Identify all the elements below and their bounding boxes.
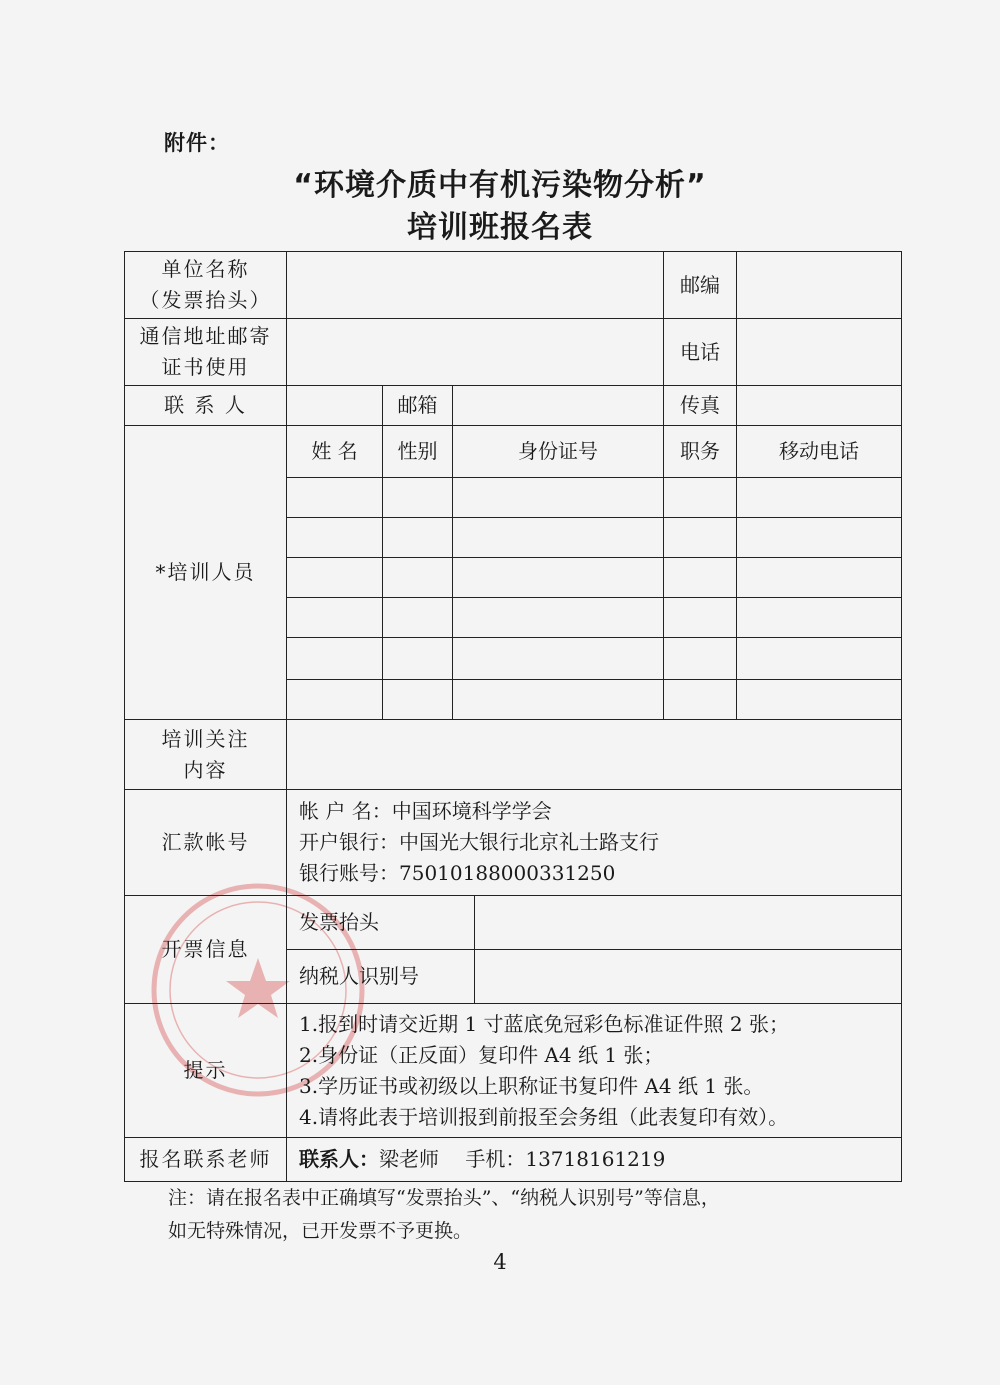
trainee-id-cell[interactable] bbox=[453, 478, 664, 518]
unit-name-label: 单位名称 （发票抬头） bbox=[125, 252, 287, 319]
table-row bbox=[125, 790, 902, 896]
trainee-mobile-cell[interactable] bbox=[737, 478, 902, 518]
trainee-name-cell[interactable] bbox=[287, 558, 383, 598]
trainee-name-cell[interactable] bbox=[287, 478, 383, 518]
invoice-title-field[interactable] bbox=[475, 896, 902, 950]
address-field[interactable] bbox=[287, 319, 664, 386]
header-gender: 性别 bbox=[383, 426, 453, 478]
footnote-line: 如无特殊情况，已开发票不予更换。 bbox=[168, 1220, 473, 1243]
tips-cell bbox=[287, 1004, 902, 1138]
trainee-id-cell[interactable] bbox=[453, 598, 664, 638]
trainee-position-cell[interactable] bbox=[664, 680, 737, 720]
trainee-name-cell[interactable] bbox=[287, 598, 383, 638]
header-mobile: 移动电话 bbox=[737, 426, 902, 478]
footnote bbox=[168, 1182, 908, 1249]
table-row bbox=[125, 319, 902, 386]
page-title: “环境介质中有机污染物分析” bbox=[293, 168, 707, 203]
trainee-id-cell[interactable] bbox=[453, 680, 664, 720]
phone-field[interactable] bbox=[737, 319, 902, 386]
tax-id-field[interactable] bbox=[475, 950, 902, 1004]
trainee-name-cell[interactable] bbox=[287, 680, 383, 720]
bank-account-label: 汇款帐号 bbox=[125, 790, 287, 896]
bank-name: 开户银行：中国光大银行北京礼士路支行 bbox=[299, 830, 659, 854]
contact-detail: 梁老师 手机：13718161219 bbox=[379, 1147, 666, 1171]
trainee-gender-cell[interactable] bbox=[383, 638, 453, 680]
trainee-name-cell[interactable] bbox=[287, 638, 383, 680]
fax-label: 传真 bbox=[664, 386, 737, 426]
attachment-label: 附件： bbox=[164, 131, 230, 155]
contact-prefix: 联系人： bbox=[299, 1147, 379, 1171]
email-label: 邮箱 bbox=[383, 386, 453, 426]
trainee-header-row bbox=[125, 426, 902, 478]
list-item: 2.身份证（正反面）复印件 A4 纸 1 张； bbox=[299, 1042, 664, 1067]
trainee-gender-cell[interactable] bbox=[383, 598, 453, 638]
trainee-position-cell[interactable] bbox=[664, 598, 737, 638]
address-label: 通信地址邮寄 证书使用 bbox=[125, 319, 287, 386]
list-item: 4.请将此表于培训报到前报至会务组（此表复印有效）。 bbox=[299, 1104, 789, 1129]
header-id-number: 身份证号 bbox=[453, 426, 664, 478]
trainee-position-cell[interactable] bbox=[664, 518, 737, 558]
header-name: 姓 名 bbox=[287, 426, 383, 478]
registration-form-table bbox=[124, 251, 902, 1182]
trainee-position-cell[interactable] bbox=[664, 638, 737, 680]
tax-id-label: 纳税人识别号 bbox=[287, 950, 475, 1004]
trainee-id-cell[interactable] bbox=[453, 558, 664, 598]
trainee-gender-cell[interactable] bbox=[383, 558, 453, 598]
postcode-field[interactable] bbox=[737, 252, 902, 319]
postcode-label: 邮编 bbox=[664, 252, 737, 319]
trainee-name-cell[interactable] bbox=[287, 518, 383, 558]
table-row bbox=[125, 896, 902, 950]
table-row bbox=[125, 386, 902, 426]
phone-label: 电话 bbox=[664, 319, 737, 386]
training-focus-field[interactable] bbox=[287, 720, 902, 790]
trainee-gender-cell[interactable] bbox=[383, 680, 453, 720]
trainee-gender-cell[interactable] bbox=[383, 478, 453, 518]
trainee-id-cell[interactable] bbox=[453, 638, 664, 680]
trainee-mobile-cell[interactable] bbox=[737, 518, 902, 558]
table-row bbox=[125, 1004, 902, 1138]
trainee-mobile-cell[interactable] bbox=[737, 558, 902, 598]
fax-field[interactable] bbox=[737, 386, 902, 426]
invoice-title-label: 发票抬头 bbox=[287, 896, 475, 950]
teacher-contact-cell bbox=[287, 1138, 902, 1182]
email-field[interactable] bbox=[453, 386, 664, 426]
list-item: 1.报到时请交近期 1 寸蓝底免冠彩色标准证件照 2 张； bbox=[299, 1011, 789, 1036]
table-row bbox=[125, 720, 902, 790]
trainee-mobile-cell[interactable] bbox=[737, 680, 902, 720]
table-row bbox=[125, 252, 902, 319]
page-subtitle: 培训班报名表 bbox=[407, 210, 593, 245]
page-number: 4 bbox=[493, 1250, 507, 1274]
trainees-label: *培训人员 bbox=[125, 426, 287, 720]
list-item: 3.学历证书或初级以上职称证书复印件 A4 纸 1 张。 bbox=[299, 1073, 764, 1098]
table-row bbox=[125, 1138, 902, 1182]
training-focus-label: 培训关注 内容 bbox=[125, 720, 287, 790]
tips-label: 提示 bbox=[125, 1004, 287, 1138]
account-number: 银行账号：75010188000331250 bbox=[299, 861, 616, 885]
unit-name-field[interactable] bbox=[287, 252, 664, 319]
trainee-id-cell[interactable] bbox=[453, 518, 664, 558]
contact-field[interactable] bbox=[287, 386, 383, 426]
trainee-mobile-cell[interactable] bbox=[737, 598, 902, 638]
footnote-line: 注：请在报名表中正确填写“发票抬头”、“纳税人识别号”等信息， bbox=[168, 1187, 720, 1209]
trainee-mobile-cell[interactable] bbox=[737, 638, 902, 680]
bank-info-cell bbox=[287, 790, 902, 896]
trainee-position-cell[interactable] bbox=[664, 558, 737, 598]
trainee-gender-cell[interactable] bbox=[383, 518, 453, 558]
teacher-contact-label: 报名联系老师 bbox=[125, 1138, 287, 1182]
header-position: 职务 bbox=[664, 426, 737, 478]
contact-label: 联 系 人 bbox=[125, 386, 287, 426]
trainee-position-cell[interactable] bbox=[664, 478, 737, 518]
invoice-info-label: 开票信息 bbox=[125, 896, 287, 1004]
account-name: 帐 户 名：中国环境科学学会 bbox=[299, 799, 552, 823]
